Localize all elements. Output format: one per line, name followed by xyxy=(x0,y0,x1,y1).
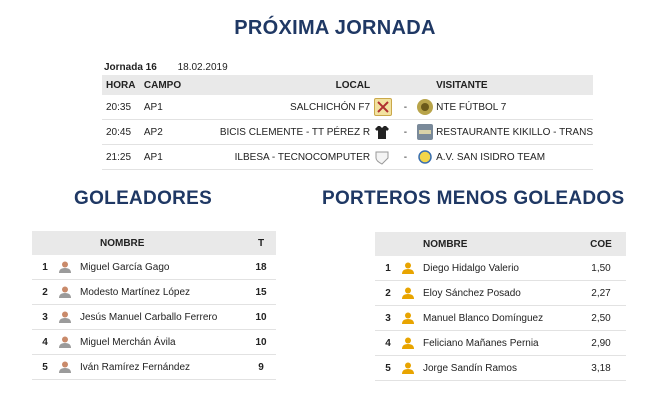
coefficient: 1,50 xyxy=(576,256,626,281)
goals: 10 xyxy=(246,305,276,330)
user-icon xyxy=(58,360,72,374)
col-hour: HORA xyxy=(102,75,144,95)
team-badge-icon xyxy=(417,149,433,165)
col-local: LOCAL xyxy=(186,75,374,95)
col-field: CAMPO xyxy=(144,75,186,95)
scorer-row[interactable] xyxy=(32,280,276,305)
scorer-row[interactable] xyxy=(32,330,276,355)
keeper-row[interactable] xyxy=(375,256,626,281)
scorers-header-row xyxy=(32,231,276,255)
match-visitor-team[interactable]: NTE FÚTBOL 7 xyxy=(436,95,593,120)
rank: 4 xyxy=(32,330,58,355)
scorer-row[interactable] xyxy=(32,255,276,280)
rank: 5 xyxy=(32,355,58,380)
team-badge-icon xyxy=(417,99,433,115)
goals: 9 xyxy=(246,355,276,380)
rank: 3 xyxy=(375,306,401,331)
match-field: AP1 xyxy=(144,95,186,120)
player-name[interactable]: Manuel Blanco Domínguez xyxy=(423,306,576,331)
team-badge-icon xyxy=(417,124,433,140)
keepers-table xyxy=(375,232,626,381)
user-icon xyxy=(401,286,415,300)
player-name[interactable]: Modesto Martínez López xyxy=(80,280,246,305)
coefficient: 2,27 xyxy=(576,281,626,306)
match-field: AP2 xyxy=(144,120,186,145)
player-name[interactable]: Jesús Manuel Carballo Ferrero xyxy=(80,305,246,330)
next-round-title: PRÓXIMA JORNADA xyxy=(234,17,436,39)
col-coefficient: COE xyxy=(576,232,626,256)
match-hour: 21:25 xyxy=(102,145,144,170)
round-label: Jornada 16 xyxy=(104,62,157,73)
user-icon xyxy=(401,311,415,325)
match-local-team[interactable]: SALCHICHÓN F7 xyxy=(186,95,374,120)
coefficient: 3,18 xyxy=(576,356,626,381)
rank: 1 xyxy=(375,256,401,281)
rank: 1 xyxy=(32,255,58,280)
keepers-title: PORTEROS MENOS GOLEADOS xyxy=(322,188,625,209)
user-icon xyxy=(401,261,415,275)
keeper-row[interactable] xyxy=(375,306,626,331)
user-icon xyxy=(58,310,72,324)
shield-badge-icon xyxy=(374,149,390,165)
coefficient: 2,90 xyxy=(576,331,626,356)
match-visitor-team[interactable]: RESTAURANTE KIKILLO - TRANS xyxy=(436,120,593,145)
user-icon xyxy=(58,285,72,299)
match-separator: - xyxy=(393,95,417,120)
scorer-row[interactable] xyxy=(32,355,276,380)
match-hour: 20:35 xyxy=(102,95,144,120)
keepers-header-row xyxy=(375,232,626,256)
user-icon xyxy=(401,361,415,375)
player-name[interactable]: Miguel Merchán Ávila xyxy=(80,330,246,355)
goals: 15 xyxy=(246,280,276,305)
player-name[interactable]: Diego Hidalgo Valerio xyxy=(423,256,576,281)
shirt-badge-icon xyxy=(374,124,390,140)
match-row[interactable] xyxy=(102,120,593,145)
col-name: NOMBRE xyxy=(80,231,246,255)
match-visitor-team[interactable]: A.V. SAN ISIDRO TEAM xyxy=(436,145,593,170)
goals: 18 xyxy=(246,255,276,280)
goals: 10 xyxy=(246,330,276,355)
match-row[interactable] xyxy=(102,95,593,120)
keeper-row[interactable] xyxy=(375,281,626,306)
rank: 2 xyxy=(32,280,58,305)
match-local-team[interactable]: BICIS CLEMENTE - TT PÉREZ R xyxy=(186,120,374,145)
matches-header-row xyxy=(102,75,593,95)
player-name[interactable]: Iván Ramírez Fernández xyxy=(80,355,246,380)
scorers-table xyxy=(32,231,276,380)
match-separator: - xyxy=(393,120,417,145)
rank: 4 xyxy=(375,331,401,356)
team-badge-icon xyxy=(374,98,392,116)
round-header xyxy=(104,62,228,73)
round-date: 18.02.2019 xyxy=(177,62,228,73)
user-icon xyxy=(58,260,72,274)
match-row[interactable] xyxy=(102,145,593,170)
matches-table xyxy=(102,75,593,170)
col-visitor: VISITANTE xyxy=(436,75,593,95)
player-name[interactable]: Feliciano Mañanes Pernia xyxy=(423,331,576,356)
coefficient: 2,50 xyxy=(576,306,626,331)
keeper-row[interactable] xyxy=(375,331,626,356)
user-icon xyxy=(58,335,72,349)
col-name: NOMBRE xyxy=(423,232,576,256)
rank: 5 xyxy=(375,356,401,381)
user-icon xyxy=(401,336,415,350)
player-name[interactable]: Jorge Sandín Ramos xyxy=(423,356,576,381)
match-separator: - xyxy=(393,145,417,170)
match-local-team[interactable]: ILBESA - TECNOCOMPUTER xyxy=(186,145,374,170)
col-goals: T xyxy=(246,231,276,255)
player-name[interactable]: Miguel García Gago xyxy=(80,255,246,280)
rank: 2 xyxy=(375,281,401,306)
rank: 3 xyxy=(32,305,58,330)
match-hour: 20:45 xyxy=(102,120,144,145)
scorer-row[interactable] xyxy=(32,305,276,330)
scorers-title: GOLEADORES xyxy=(74,188,213,209)
player-name[interactable]: Eloy Sánchez Posado xyxy=(423,281,576,306)
keeper-row[interactable] xyxy=(375,356,626,381)
match-field: AP1 xyxy=(144,145,186,170)
